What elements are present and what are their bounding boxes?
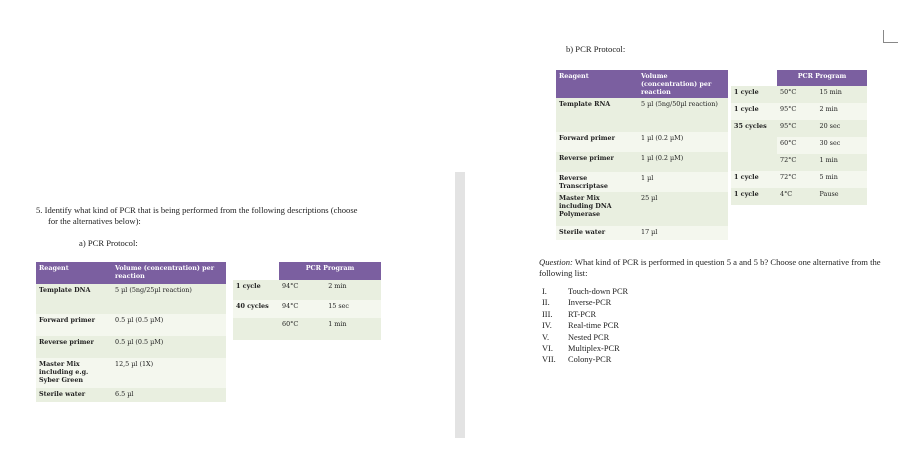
alt-text: Real-time PCR (568, 321, 619, 331)
reagent-name: Forward primer (39, 316, 95, 324)
volume-header: Volume (concentration) per reaction (115, 264, 215, 280)
program-cycle (233, 318, 279, 340)
program-cycle: 35 cycles (734, 122, 767, 130)
question-text (539, 257, 899, 278)
reagent-volume: 1 µl (0.2 µM) (641, 154, 684, 162)
reagent-name: Reverse primer (39, 338, 94, 346)
alt-number: V. (542, 332, 550, 342)
program-temp: 95°C (780, 105, 797, 113)
protocol-b-caption: b) PCR Protocol: (566, 44, 626, 54)
reagent-name: Sterile water (559, 228, 606, 236)
reagent-name: Master Mix including e.g. Syber Green (39, 360, 89, 384)
alt-text: Colony-PCR (568, 355, 612, 365)
reagent-header: Reagent (559, 72, 589, 80)
program-cycle: 1 cycle (734, 190, 759, 198)
program-cycle: 1 cycle (734, 173, 759, 181)
question-5-line-2: for the alternatives below): (48, 216, 141, 226)
list-item (540, 332, 628, 343)
alt-number: I. (542, 287, 547, 296)
program-time: Pause (819, 190, 839, 198)
protocol-a-caption: a) PCR Protocol: (79, 238, 138, 248)
program-temp: 94°C (282, 282, 299, 290)
alt-number: VI. (542, 344, 553, 354)
program-time: 1 min (328, 320, 347, 328)
reagent-volume: 5 µl (5ng/25µl reaction) (115, 286, 192, 294)
reagent-name: Template DNA (39, 286, 91, 294)
program-time: 1 min (819, 156, 838, 164)
program-temp: 60°C (282, 320, 299, 328)
reagent-volume: 0.5 µl (0.5 µM) (115, 316, 164, 324)
program-cycle: 1 cycle (734, 88, 759, 96)
alt-number: VII. (542, 355, 556, 365)
reagent-volume: 1 µl (641, 174, 654, 182)
program-temp: 72°C (780, 156, 797, 164)
program-time: 2 min (819, 105, 838, 113)
reagent-volume: 6.5 µl (115, 390, 134, 398)
protocol-b-program-table (731, 70, 867, 205)
alt-number: II. (542, 298, 550, 308)
corner-mark (883, 30, 898, 43)
protocol-b-reagent-table (556, 70, 728, 240)
alt-number: III. (542, 309, 553, 319)
reagent-volume: 5 µl (5ng/50µl reaction) (641, 100, 718, 108)
program-time: 30 sec (819, 139, 841, 147)
reagent-volume: 1 µl (0.2 µM) (641, 134, 684, 142)
reagent-name: Template RNA (559, 100, 611, 108)
question-5-text (36, 205, 426, 227)
program-header: PCR Program (279, 262, 381, 280)
alt-text: Nested PCR (568, 332, 610, 342)
program-temp: 50°C (780, 88, 797, 96)
alt-text: Touch-down PCR (568, 287, 629, 296)
list-item (540, 286, 628, 297)
program-header: PCR Program (777, 70, 867, 86)
reagent-name: Reverse primer (559, 154, 614, 162)
question-label: Question: (539, 257, 573, 267)
list-item (540, 343, 628, 354)
reagent-name: Sterile water (39, 390, 86, 398)
program-cycle (731, 154, 777, 171)
list-item (540, 309, 628, 320)
question-body: What kind of PCR is performed in question 5 a and 5 b? Choose one alternative from the following list: (539, 257, 881, 278)
program-time: 20 sec (819, 122, 841, 130)
program-cycle (731, 137, 777, 154)
reagent-header: Reagent (39, 264, 69, 272)
list-item (540, 354, 628, 365)
alt-text: RT-PCR (568, 309, 597, 319)
alt-number: IV. (542, 321, 552, 331)
reagent-volume: 17 µl (641, 228, 658, 236)
program-temp: 95°C (780, 122, 797, 130)
volume-header: Volume (concentration) per reaction (641, 72, 712, 96)
program-time: 15 sec (328, 302, 349, 310)
reagent-name: Reverse Transcriptase (559, 174, 608, 190)
program-cycle: 40 cycles (236, 302, 269, 310)
list-item (540, 320, 628, 331)
reagent-volume: 25 µl (641, 194, 658, 202)
protocol-a-program-table (233, 262, 381, 340)
program-cycle: 1 cycle (236, 282, 261, 290)
list-item (540, 297, 628, 308)
reagent-name: Forward primer (559, 134, 615, 142)
alt-text: Multiplex-PCR (568, 344, 620, 354)
reagent-volume: 12,5 µl (1X) (115, 360, 154, 368)
program-blank (731, 70, 777, 86)
reagent-name: Master Mix including DNA Polymerase (559, 194, 612, 218)
program-time: 5 min (819, 173, 838, 181)
program-time: 2 min (328, 282, 347, 290)
program-time: 15 min (819, 88, 842, 96)
protocol-a-reagent-table (36, 262, 226, 402)
program-temp: 72°C (780, 173, 797, 181)
page-divider (455, 172, 465, 438)
program-temp: 60°C (780, 139, 797, 147)
program-temp: 94°C (282, 302, 299, 310)
program-cycle: 1 cycle (734, 105, 759, 113)
reagent-volume: 0.5 µl (0.5 µM) (115, 338, 164, 346)
alt-text: Inverse-PCR (568, 298, 612, 308)
program-temp: 4°C (780, 190, 793, 198)
alternatives-list (540, 286, 628, 366)
program-blank (233, 262, 279, 280)
question-5-line-1: 5. Identify what kind of PCR that is being performed from the following descriptions (choose (36, 205, 358, 215)
